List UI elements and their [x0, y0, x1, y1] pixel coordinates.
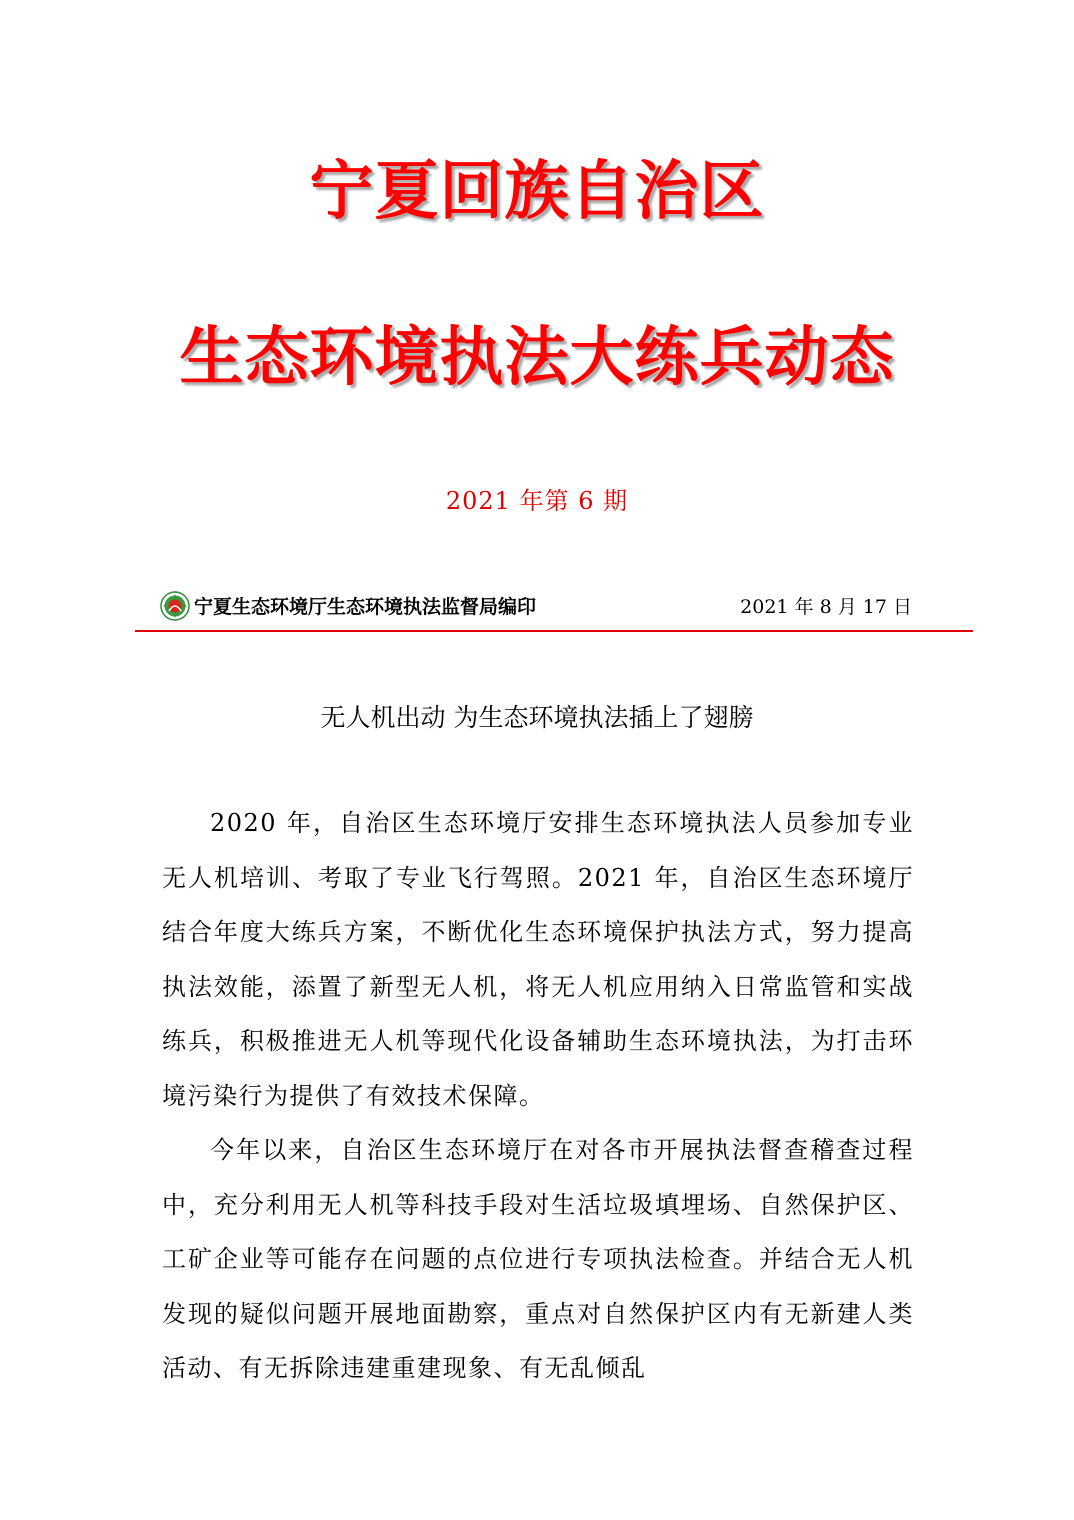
header-divider [135, 630, 973, 632]
environment-emblem-icon [160, 591, 190, 621]
article-paragraph: 2020 年，自治区生态环境厅安排生态环境执法人员参加专业无人机培训、考取了专业飞行驾照。2021 年，自治区生态环境厅结合年度大练兵方案，不断优化生态环境保护执法方式，努力提高执法效能，添置了新型无人机，将无人机应用纳入日常监管和实战练兵，积极推进无人机等现代化设备辅助生态环境执法，为打击环境污染行为提供了有效技术保障。 [162, 809, 914, 1110]
article-paragraph: 今年以来，自治区生态环境厅在对各市开展执法督查稽查过程中，充分利用无人机等科技手段对生活垃圾填埋场、自然保护区、工矿企业等可能存在问题的点位进行专项执法检查。并结合无人机发现的疑似问题开展地面勘察，重点对自然保护区内有无新建人类活动、有无拆除违建重建现象、有无乱倾乱 [162, 1136, 914, 1382]
publisher-org: 宁夏生态环境厅生态环境执法监督局编印 [194, 596, 537, 618]
masthead-line-1: 宁夏回族自治区 [309, 155, 765, 229]
publish-date: 2021 年 8 月 17 日 [740, 596, 912, 618]
publisher-row [160, 589, 912, 625]
article-title: 无人机出动 为生态环境执法插上了翅膀 [320, 703, 754, 732]
article-body [162, 796, 914, 1396]
masthead-line-2: 生态环境执法大练兵动态 [179, 321, 895, 395]
issue-number: 2021 年第 6 期 [445, 487, 629, 515]
